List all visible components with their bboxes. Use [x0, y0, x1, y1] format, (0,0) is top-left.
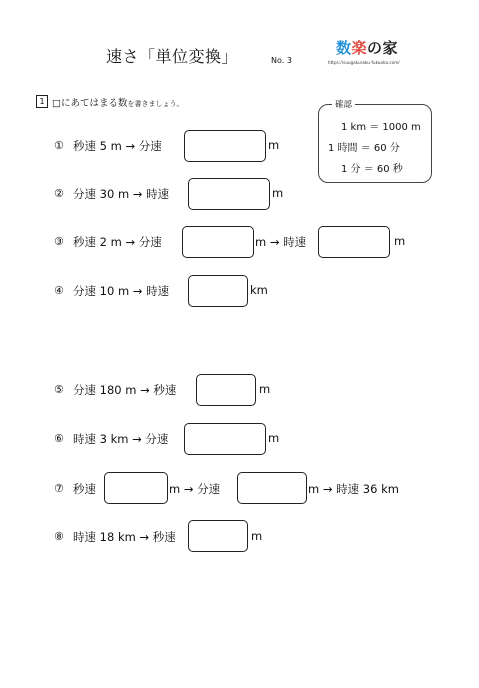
problem-4-text: 分速 10 m → 時速 [73, 284, 170, 298]
answer-box-5[interactable] [196, 374, 256, 406]
problem-6-text: 時速 3 km → 分速 [73, 432, 169, 446]
confirm-line-1: 1 km ＝ 1000 m [341, 122, 421, 133]
problem-1-number: ① [54, 139, 64, 152]
problem-5-text: 分速 180 m → 秒速 [73, 383, 177, 397]
problem-3-middle: m → 時速 [255, 235, 307, 249]
site-logo[interactable] [336, 37, 398, 58]
problem-8-number: ⑧ [54, 530, 64, 543]
answer-box-1[interactable] [184, 130, 266, 162]
logo-part-1: 数 [336, 39, 352, 57]
confirm-label: 確認 [332, 98, 355, 110]
worksheet-title: 速さ「単位変換」 [106, 47, 239, 66]
logo-url: https://suugakuraku-fukuoka.com/ [328, 60, 400, 65]
problem-3-number: ③ [54, 235, 64, 248]
answer-box-3a[interactable] [182, 226, 254, 258]
confirm-line-2: 1 時間 ＝ 60 分 [328, 143, 400, 154]
problem-5-number: ⑤ [54, 383, 64, 396]
problem-2-number: ② [54, 187, 64, 200]
answer-box-4[interactable] [188, 275, 248, 307]
problem-8-text: 時速 18 km → 秒速 [73, 530, 176, 544]
problem-7-unit: m → 時速 36 km [308, 482, 399, 496]
problem-5-unit: m [259, 382, 271, 396]
answer-box-7a[interactable] [104, 472, 168, 504]
problem-6-number: ⑥ [54, 432, 64, 445]
problem-3-unit: m [394, 234, 406, 248]
problem-1-unit: m [268, 138, 280, 152]
instruction-main: □にあてはまる数 [52, 98, 128, 109]
answer-box-8[interactable] [188, 520, 248, 552]
answer-box-3b[interactable] [318, 226, 390, 258]
question-number: 1 [36, 95, 48, 108]
sheet-number: No. 3 [271, 56, 292, 65]
answer-box-2[interactable] [188, 178, 270, 210]
problem-4-unit: km [250, 283, 268, 297]
instruction-small: を書きましょう。 [127, 100, 184, 108]
problem-2-unit: m [272, 186, 284, 200]
problem-8-unit: m [251, 529, 263, 543]
instruction [52, 95, 183, 109]
problem-6-unit: m [268, 431, 280, 445]
answer-box-6[interactable] [184, 423, 266, 455]
problem-2-text: 分速 30 m → 時速 [73, 187, 170, 201]
problem-7-middle: m → 分速 [169, 482, 221, 496]
logo-part-2: 楽 [351, 39, 368, 57]
answer-box-7b[interactable] [237, 472, 307, 504]
problem-4-number: ④ [54, 284, 64, 297]
problem-3-text: 秒速 2 m → 分速 [73, 235, 162, 249]
problem-7-text: 秒速 [73, 482, 96, 496]
problem-1-text: 秒速 5 m → 分速 [73, 139, 162, 153]
problem-7-number: ⑦ [54, 482, 64, 495]
logo-part-3: の家 [367, 39, 399, 57]
confirm-line-3: 1 分 ＝ 60 秒 [341, 164, 403, 175]
